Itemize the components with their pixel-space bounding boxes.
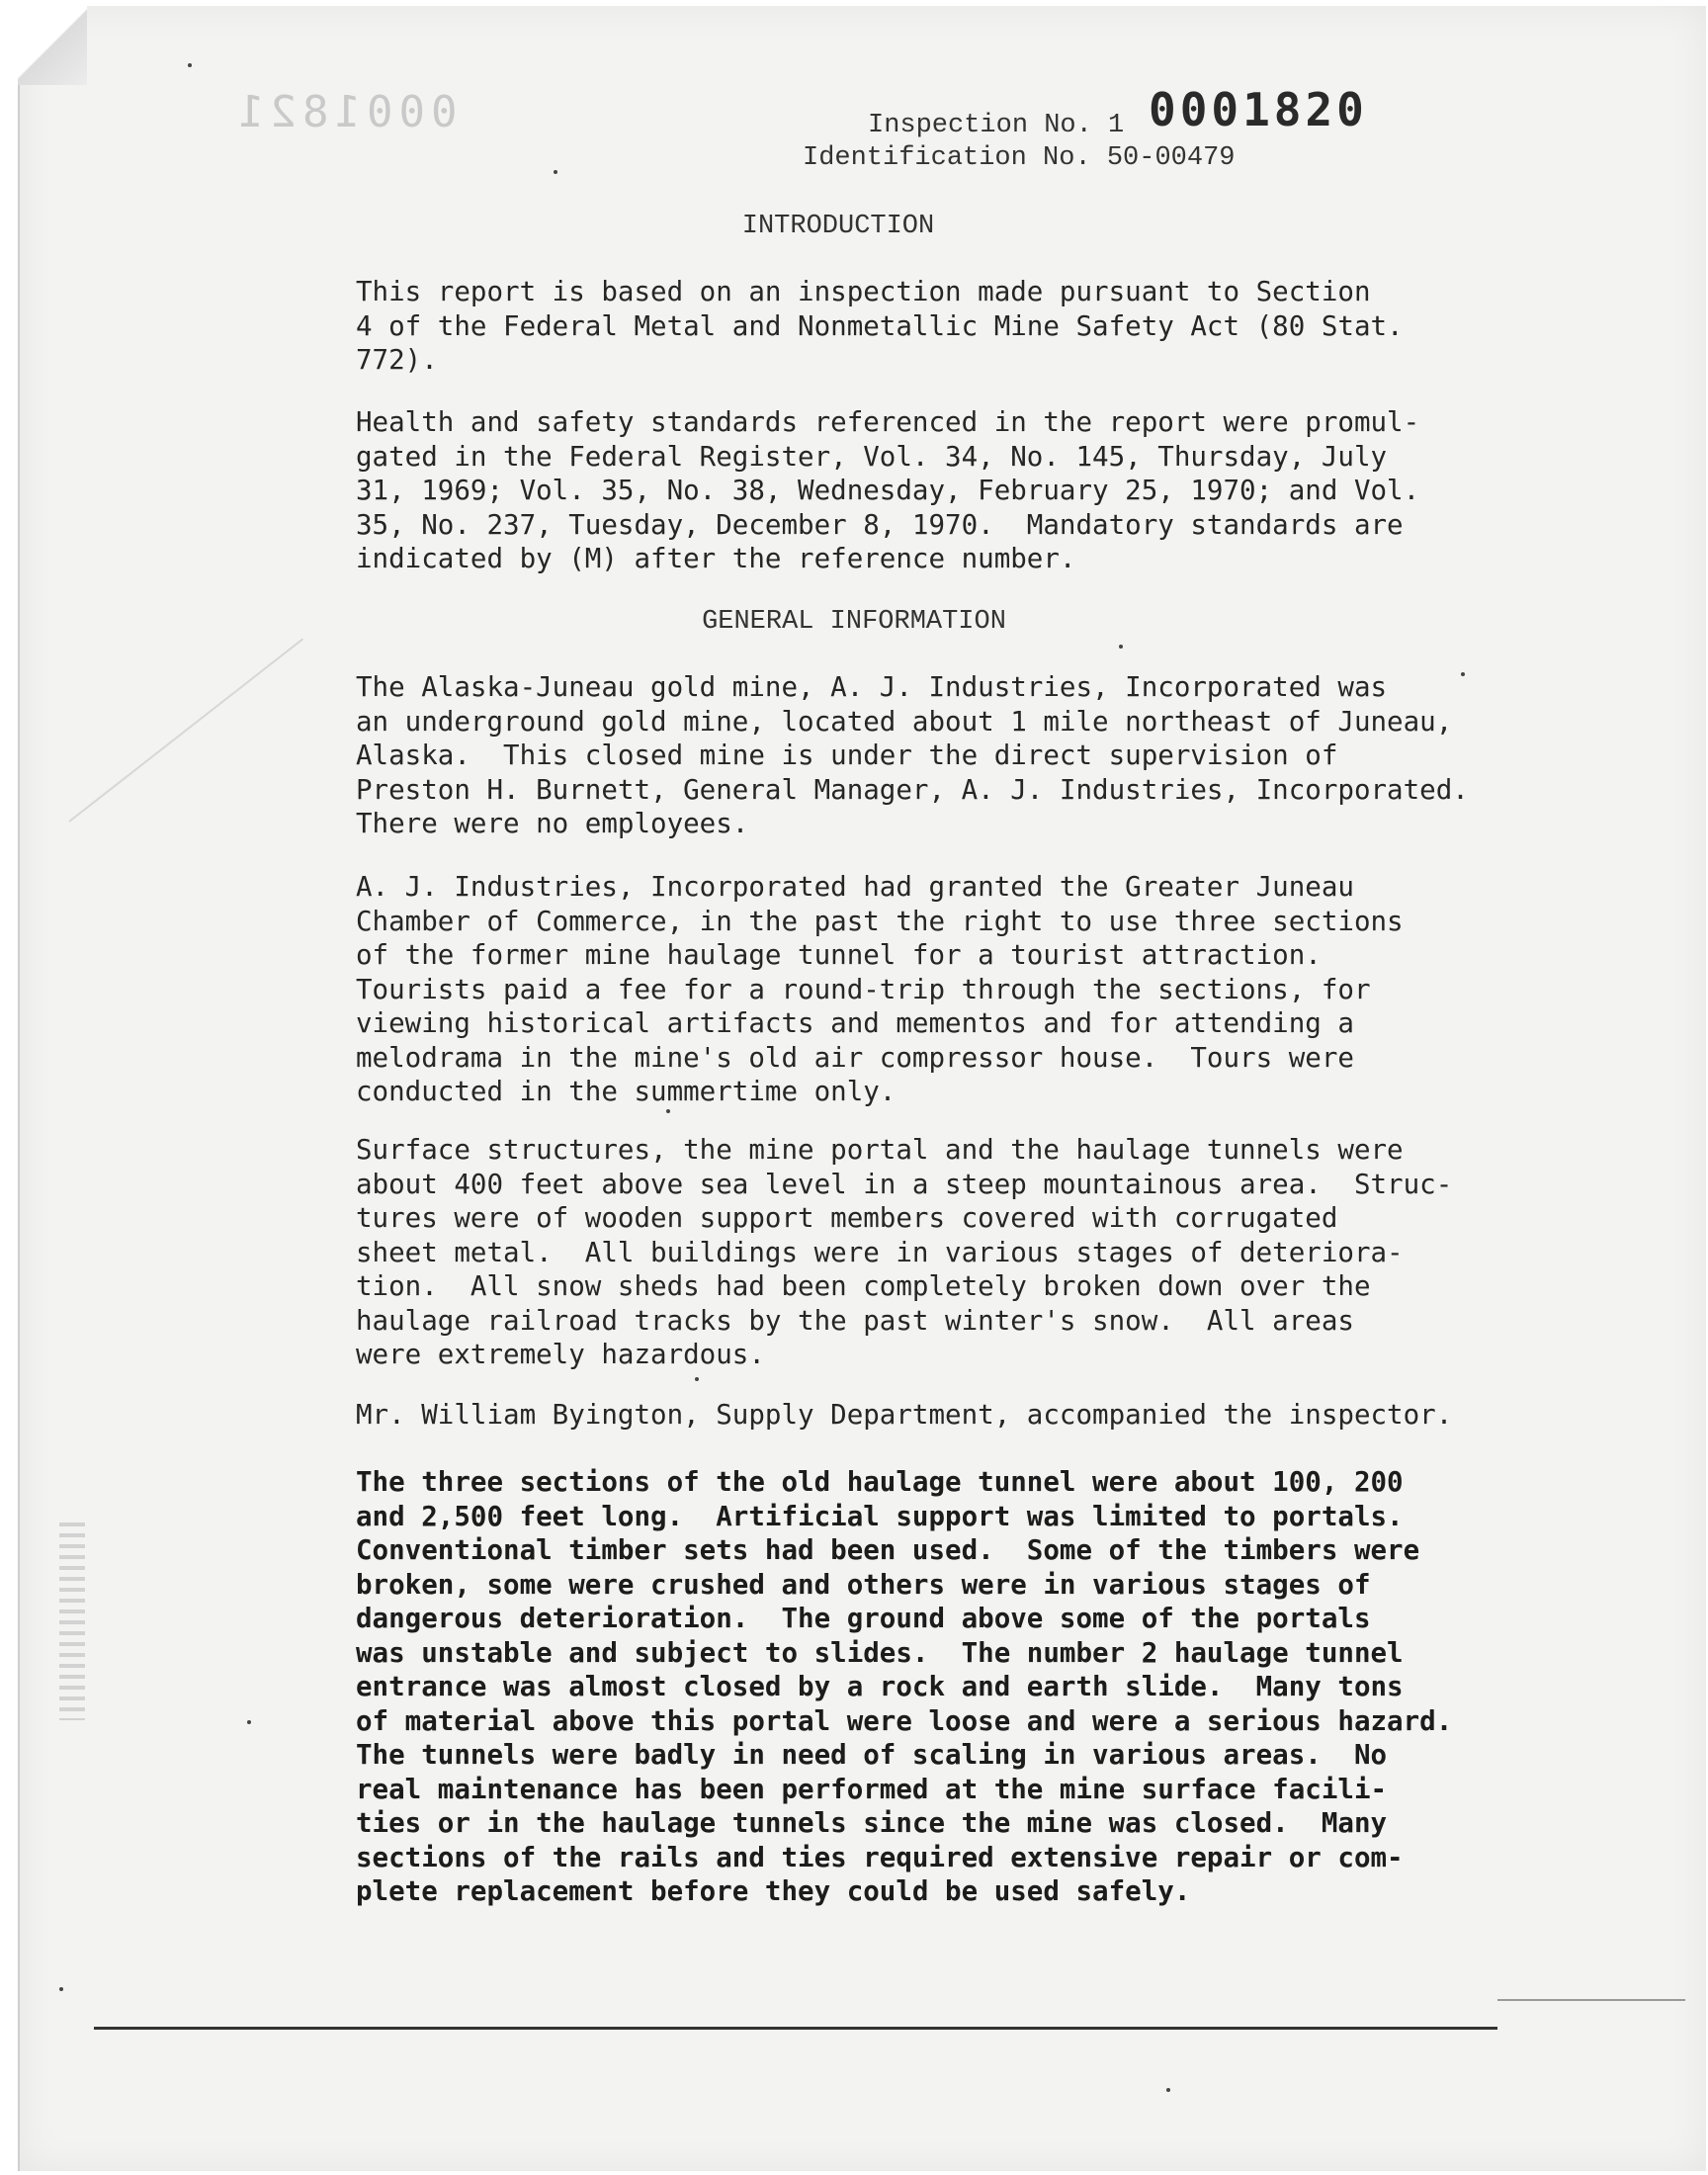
speck-mark: [188, 63, 192, 67]
paragraph-authority: This report is based on an inspection made pursuant to Section 4 of the Federal Metal and Nonmetallic Mine Safety Act (80 Stat. 772).: [356, 276, 1404, 376]
speck-mark: [695, 1377, 699, 1381]
page-corner-fold: [18, 6, 87, 85]
mirrored-stamp-number: 0001821: [232, 87, 458, 137]
heading-general-information: GENERAL INFORMATION: [702, 607, 1006, 637]
bottom-rule-faint: [1497, 1999, 1685, 2001]
paragraph-mine-description: The Alaska-Juneau gold mine, A. J. Industries, Incorporated was an underground gold mine, located about 1 mile northeast of Juneau, Alaska. This closed mine is under the direct supervision of Preston H. Burnett, General Manager, A. J. Industries, Incorporated. There were no employees.: [356, 671, 1469, 839]
paragraph-haulage-tunnel: The three sections of the old haulage tunnel were about 100, 200 and 2,500 feet long. Artificial support was limited to portals. Conventional timber sets had been used. Some of the timbers were broken, some were crushed and others were in various stages of dangerous deterioration. The ground above some of the portals was unstable and subject to slides. The number 2 haulage tunnel entrance was almost closed by a rock and earth slide. Many tons of material above this portal were loose and were a serious hazard. The tunnels were badly in need of scaling in various areas. No real maintenance has been performed at the mine surface facili- ties or in the haulage tunnels since the mine was closed. Many sections of the rails and ties required extensive repair or com- plete replacement before they could be used safely.: [356, 1466, 1453, 1907]
speck-mark: [1119, 645, 1123, 649]
inspection-number: Inspection No. 1: [868, 111, 1125, 140]
stamp-number: 0001820: [1149, 83, 1368, 136]
paragraph-surface-structures: Surface structures, the mine portal and the haulage tunnels were about 400 feet above sea level in a steep mountainous area. Struc- tures were of wooden support members covered with corrugated sheet metal. All buildings were in various stages of deteriora- tion. All snow sheds had been completely broken down over the haulage railroad tracks by the past winter's snow. All areas were extremely hazardous.: [356, 1134, 1453, 1370]
speck-mark: [59, 1987, 63, 1991]
paragraph-accompanied: Mr. William Byington, Supply Department, accompanied the inspector.: [356, 1399, 1453, 1431]
paragraph-tourist-use: A. J. Industries, Incorporated had granted the Greater Juneau Chamber of Commerce, in the past the right to use three sections of the former mine haulage tunnel for a tourist attraction. Tourists paid a fee for a round-trip through the sections, for viewing historical artifacts and mementos and for attending a melodrama in the mine's old air compressor house. Tours were conducted in the summertime only.: [356, 871, 1404, 1107]
speck-mark: [1166, 2088, 1170, 2092]
paragraph-standards: Health and safety standards referenced in the report were promul- gated in the Federal Register, Vol. 34, No. 145, Thursday, July 31, 1969; Vol. 35, No. 38, Wednesday, February 25, 1970; and Vol. 35, No. 237, Tuesday, December 8, 1970. Mandatory standards are indicated by (M) after the reference number.: [356, 406, 1420, 574]
bottom-rule: [94, 2027, 1497, 2030]
identification-number: Identification No. 50-00479: [803, 143, 1236, 173]
speck-mark: [1461, 672, 1465, 676]
speck-mark: [666, 1109, 670, 1113]
speck-mark: [554, 170, 557, 174]
speck-mark: [247, 1720, 251, 1724]
margin-binding-marks: [59, 1522, 85, 1720]
heading-introduction: INTRODUCTION: [741, 212, 935, 241]
